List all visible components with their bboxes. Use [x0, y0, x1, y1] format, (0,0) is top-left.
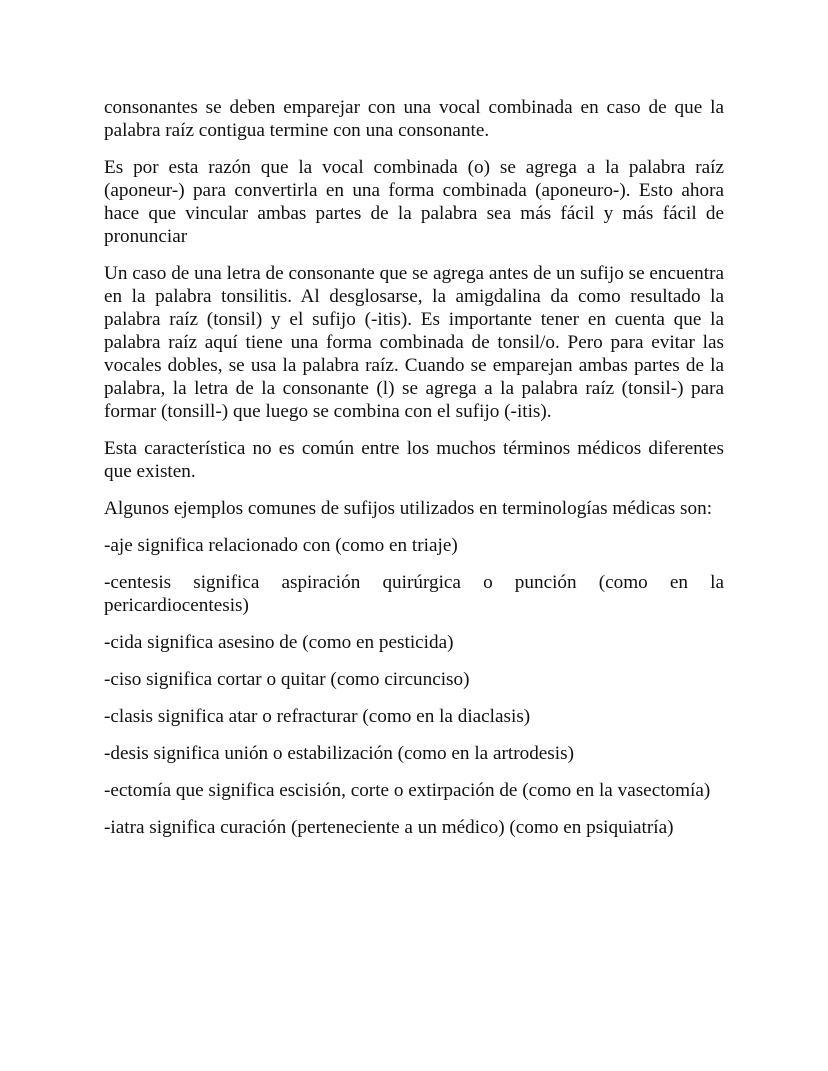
document-page: [104, 96, 724, 853]
paragraph-uncommon-feature: Esta característica no es común entre los muchos términos médicos diferentes que existen.: [104, 438, 724, 482]
suffix-item-ectomia: -ectomía que significa escisión, corte o extirpación de (como en la vasectomía): [104, 780, 711, 801]
suffix-item-desis: -desis significa unión o estabilización (como en la artrodesis): [104, 743, 574, 764]
paragraph-aponeuro-example: Es por esta razón que la vocal combinada (o) se agrega a la palabra raíz (aponeur-) para convertirla en una forma combinada (aponeuro-). Esto ahora hace que vincular ambas partes de la palabra sea más fácil y más fácil de pronunciar: [104, 157, 724, 247]
suffix-item-centesis: -centesis significa aspiración quirúrgica o punción (como en la pericardiocentesis): [104, 572, 724, 616]
suffix-item-ciso: -ciso significa cortar o quitar (como circunciso): [104, 669, 470, 690]
suffix-item-cida: -cida significa asesino de (como en pesticida): [104, 632, 454, 653]
paragraph-suffix-intro: Algunos ejemplos comunes de sufijos utilizados en terminologías médicas son:: [104, 498, 713, 519]
suffix-item-clasis: -clasis significa atar o refracturar (como en la diaclasis): [104, 706, 531, 727]
suffix-item-iatra: -iatra significa curación (perteneciente a un médico) (como en psiquiatría): [104, 817, 674, 838]
paragraph-combining-vowel-rule: consonantes se deben emparejar con una vocal combinada en caso de que la palabra raíz contigua termine con una consonante.: [104, 97, 724, 141]
suffix-item-aje: -aje significa relacionado con (como en triaje): [104, 535, 458, 556]
paragraph-tonsilitis-example: Un caso de una letra de consonante que se agrega antes de un sufijo se encuentra en la palabra tonsilitis. Al desglosarse, la amigdalina da como resultado la palabra raíz (tonsil) y el sufijo (-itis). Es importante tener en cuenta que la palabra raíz aquí tiene una forma combinada de tonsil/o. Pero para evitar las vocales dobles, se usa la palabra raíz. Cuando se emparejan ambas partes de la palabra, la letra de la consonante (l) se agrega a la palabra raíz (tonsil-) para formar (tonsill-) que luego se combina con el sufijo (-itis).: [104, 263, 724, 422]
